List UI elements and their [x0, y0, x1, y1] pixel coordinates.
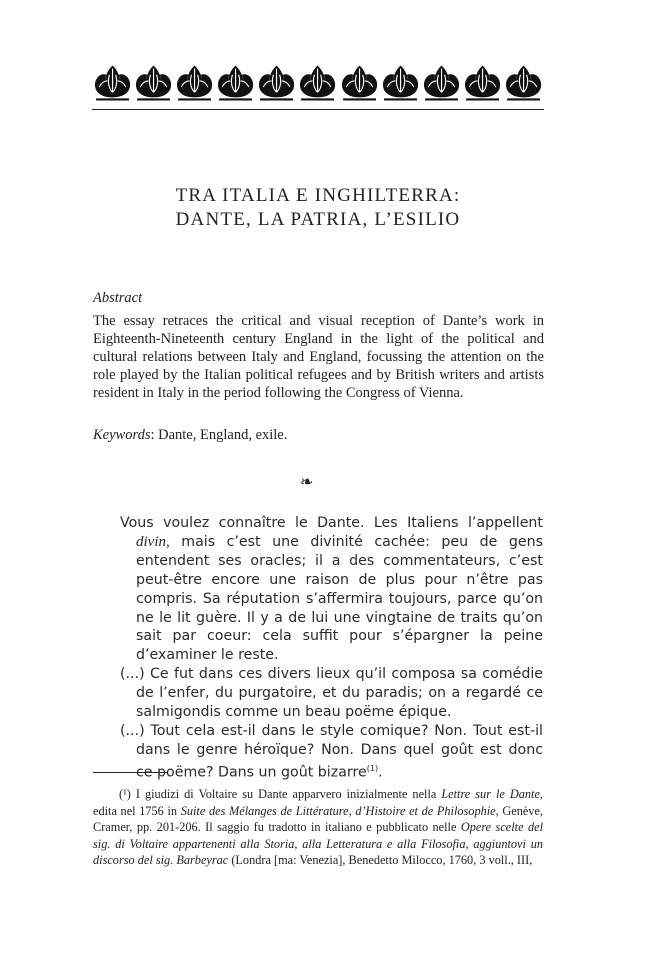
quote-italic: divin, [136, 533, 170, 550]
lotus-ornament-icon [92, 62, 133, 104]
footnote-text: , Genève, Cramer, pp. 201-206. Il saggio fu tradotto in italiano e pubblicato nelle [93, 803, 543, 835]
lotus-ornament-icon [133, 62, 174, 104]
quote-text: . [378, 764, 383, 781]
footnote-italic: Opere scelte del sig. di Voltaire appartenenti alla Storia, alla Letteratura e alla Filosofia, aggiuntovi un discorso del sig. Barbeyrac [93, 820, 544, 868]
keywords-text: Dante, England, exile. [158, 427, 288, 443]
title-line-2: DANTE, LA PATRIA, L’ESILIO [175, 209, 461, 230]
lotus-ornament-icon [421, 62, 462, 104]
keywords-label: Keywords [93, 427, 151, 443]
footnote-text: (Londra [ma: Venezia], Benedetto Milocco, 1760, 3 voll., III, [228, 853, 533, 868]
footnote-reference[interactable]: (1) [366, 763, 379, 773]
quote-text: (...) Tout cela est-il dans le style comique? Non. Tout est-il dans le genre héroïque? Non. Dans quel goût est donc ce poëme? Dans un goût bizarre [120, 722, 543, 781]
lotus-ornament-icon [174, 62, 215, 104]
quote-paragraph [120, 665, 543, 722]
lotus-ornament-icon [462, 62, 503, 104]
abstract-text: The essay retraces the critical and visual reception of Dante’s work in Eighteenth-Nineteenth century England in the light of the political and cultural relations between Italy and England, focussing the attention on the role played by the Italian political refugees and by British writers and artists resident in Italy in the period following the Congress of Vienna. [93, 313, 544, 401]
footnote-italic: Lettre sur le Dante [441, 787, 540, 801]
lotus-ornament-icon [215, 62, 256, 104]
footnote-text: I giudizi di Voltaire su Dante apparvero inizialmente nella [130, 787, 442, 801]
footnote-italic: Suite des Mélanges de Littérature, d’Histoire et de Philosophie [180, 803, 496, 818]
footnote-rule [93, 772, 167, 773]
quote-text: mais c’est une divinité cachée: peu de gens entendent ses oracles; il a des commentateurs, c’est peut-être encore une raison de plus pour n’être pas compris. Sa réputation s’affermira toujours, parce qu’on ne le lit guère. Il y a de lui une vingtaine de traits qu’on sait par coeur: cela suffit pour s’épargner la peine d’examiner le reste. [136, 533, 543, 664]
quote-text: (...) Ce fut dans ces divers lieux qu’il composa sa comédie de l’enfer, du purgatoire, et du paradis; on a regardé ce salmigondis comme un beau poëme épique. [120, 666, 543, 721]
lotus-ornament-icon [339, 62, 380, 104]
quote-text: Vous voulez connaître le Dante. Les Italiens l’appellent [120, 515, 543, 531]
header-ornament-row [92, 60, 544, 104]
page-title [92, 184, 544, 232]
lotus-ornament-icon [297, 62, 338, 104]
footnote-marker: (¹) [119, 787, 131, 801]
footnote [93, 786, 543, 869]
block-quote [120, 514, 543, 782]
footnote-text: , edita nel 1756 in [93, 787, 543, 818]
keywords-line: Keywords: Dante, England, exile. [93, 427, 288, 443]
lotus-ornament-icon [256, 62, 297, 104]
quote-paragraph [120, 514, 543, 665]
lotus-ornament-icon [380, 62, 421, 104]
title-line-1: TRA ITALIA E INGHILTERRA: [175, 185, 461, 206]
abstract-heading: Abstract [93, 290, 143, 306]
lotus-ornament-icon [503, 62, 544, 104]
header-rule [92, 109, 544, 110]
quote-paragraph [120, 722, 543, 782]
fleuron-divider: ❧ [300, 474, 314, 491]
